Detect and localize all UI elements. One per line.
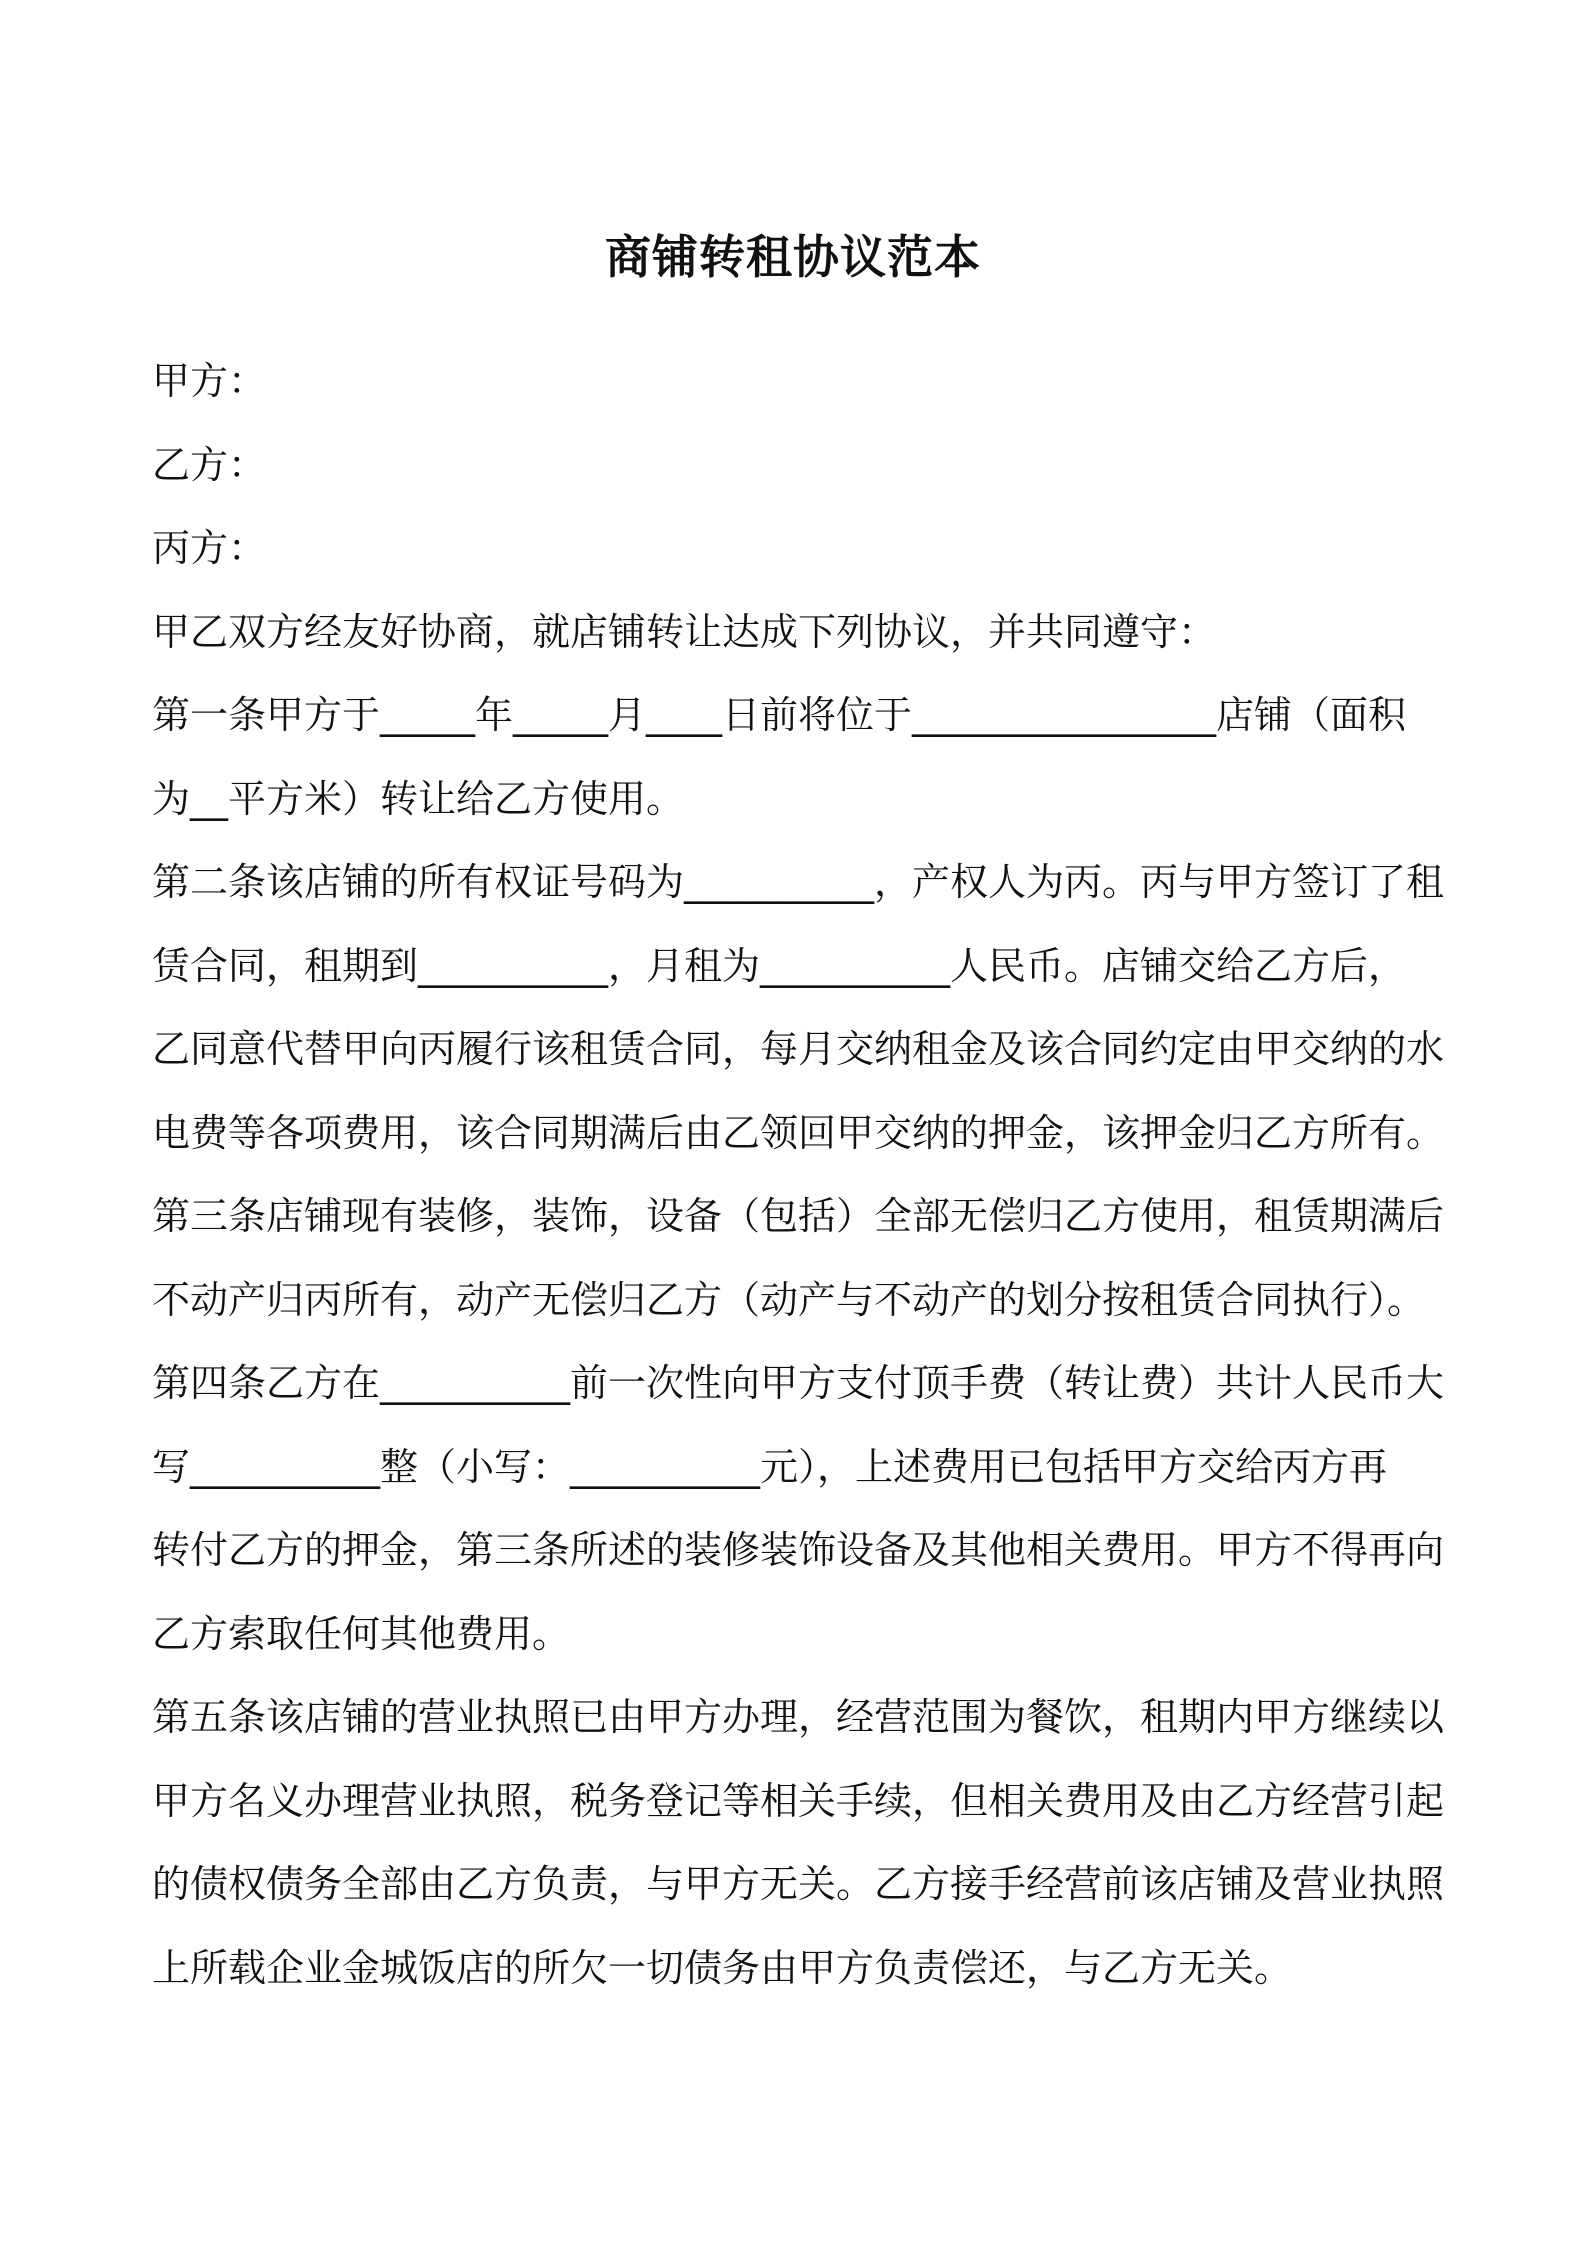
document-title: 商铺转租协议范本 [605, 229, 981, 284]
article-4-line: 转付乙方的押金，第三条所述的装修装饰设备及其他相关费用。甲方不得再向 [152, 1528, 1445, 1572]
article-5-line: 上所载企业金城饭店的所欠一切债务由甲方负责偿还，与乙方无关。 [152, 1945, 1293, 1990]
article-2-line: 第二条该店铺的所有权证号码为__________，产权人为丙。丙与甲方签订了租 [152, 860, 1445, 904]
article-5-line: 甲方名义办理营业执照，税务登记等相关手续，但相关费用及由乙方经营引起 [152, 1778, 1445, 1823]
article-5-line: 第五条该店铺的营业执照已由甲方办理，经营范围为餐饮，租期内甲方继续以 [152, 1695, 1445, 1739]
article-5 [152, 1676, 1445, 2010]
article-2-line: 电费等各项费用，该合同期满后由乙领回甲交纳的押金，该押金归乙方所有。 [152, 1110, 1445, 1155]
article-2-line: 赁合同，租期到__________，月租为__________人民币。店铺交给乙方后， [152, 943, 1407, 988]
document-body [152, 340, 1445, 2010]
article-1-line: 第一条甲方于_____年_____月____日前将位于________________店铺（面积 [152, 693, 1407, 737]
article-3-line: 第三条店铺现有装修，装饰，设备（包括）全部无偿归乙方使用，租赁期满后 [152, 1194, 1445, 1238]
article-5-line: 的债权债务全部由乙方负责，与甲方无关。乙方接手经营前该店铺及营业执照 [152, 1862, 1445, 1906]
article-3 [152, 1175, 1445, 1342]
article-4 [152, 1342, 1445, 1676]
party-c-label: 丙方： [152, 526, 267, 570]
party-a-label: 甲方： [152, 359, 267, 403]
article-1 [152, 674, 1442, 841]
party-b-label: 乙方： [152, 442, 267, 487]
article-4-line: 写__________整（小写：__________元），上述费用已包括甲方交给丙方再 [152, 1444, 1388, 1489]
article-4-line: 第四条乙方在__________前一次性向甲方支付顶手费（转让费）共计人民币大 [152, 1361, 1445, 1405]
article-2 [152, 841, 1445, 1175]
article-2-line: 乙同意代替甲向丙履行该租赁合同，每月交纳租金及该合同约定由甲交纳的水 [152, 1027, 1445, 1071]
intro-paragraph: 甲乙双方经友好协商，就店铺转让达成下列协议，并共同遵守： [152, 609, 1217, 654]
article-4-line: 乙方索取任何其他费用。 [152, 1611, 571, 1656]
article-1-line: 为__平方米）转让给乙方使用。 [152, 776, 685, 821]
article-3-line: 不动产归丙所有，动产无偿归乙方（动产与不动产的划分按租赁合同执行）。 [152, 1277, 1426, 1322]
